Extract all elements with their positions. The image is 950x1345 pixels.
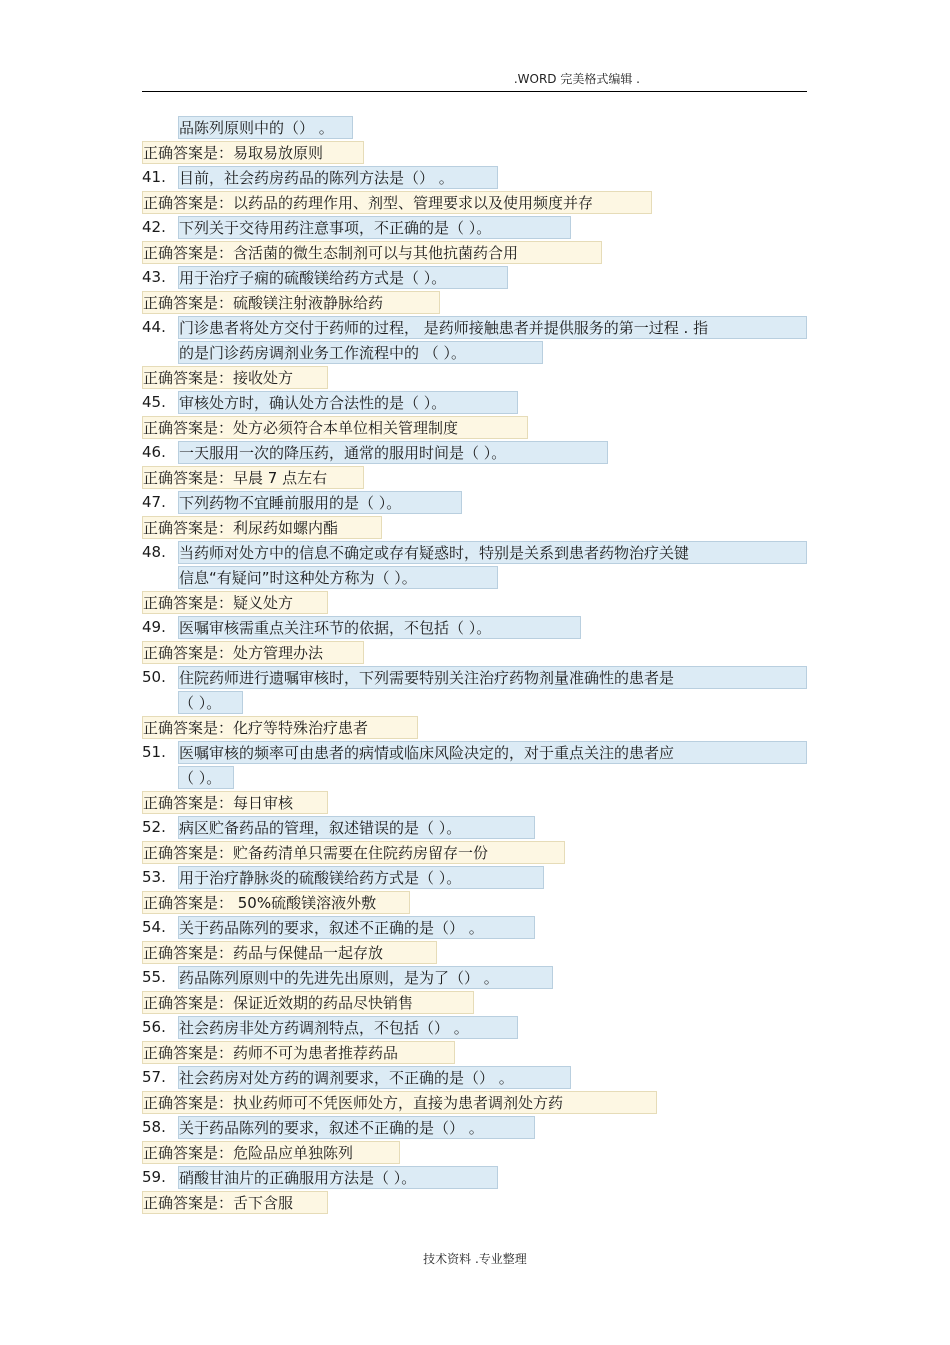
question-line [142,565,807,590]
question-line [142,315,807,340]
answer-line [142,465,807,490]
question-text: 病区贮备药品的管理，叙述错误的是（ ）。 [178,816,535,839]
question-line [142,865,807,890]
answer-line [142,940,807,965]
question-text: 社会药房非处方药调剂特点，不包括（） 。 [178,1016,518,1039]
question-number: 42. [142,218,166,236]
answer-text: 正确答案是：药师不可为患者推荐药品 [142,1041,455,1064]
question-number: 47. [142,493,166,511]
answer-text: 正确答案是：药品与保健品一起存放 [142,941,437,964]
question-text: 硝酸甘油片的正确服用方法是（ ）。 [178,1166,498,1189]
question-line [142,615,807,640]
question-text: 下列关于交待用药注意事项，不正确的是（ ）。 [178,216,571,239]
question-number: 51. [142,743,166,761]
question-number: 54. [142,918,166,936]
answer-line [142,365,807,390]
question-line [142,915,807,940]
answer-text: 正确答案是：含活菌的微生态制剂可以与其他抗菌药合用 [142,241,602,264]
answer-text: 正确答案是：危险品应单独陈列 [142,1141,400,1164]
answer-text: 正确答案是：利尿药如螺内酯 [142,516,382,539]
answer-text: 正确答案是：化疗等特殊治疗患者 [142,716,418,739]
answer-text: 正确答案是：执业药师可不凭医师处方，直接为患者调剂处方药 [142,1091,657,1114]
question-line [142,815,807,840]
answer-line [142,840,807,865]
answer-line [142,640,807,665]
question-number: 45. [142,393,166,411]
answer-text: 正确答案是：以药品的药理作用、剂型、管理要求以及使用频度并存 [142,191,652,214]
question-text: 关于药品陈列的要求，叙述不正确的是（） 。 [178,916,535,939]
question-text: 当药师对处方中的信息不确定或存有疑惑时，特别是关系到患者药物治疗关键 [178,541,807,564]
question-number: 49. [142,618,166,636]
answer-text: 正确答案是：疑义处方 [142,591,328,614]
question-number: 58. [142,1118,166,1136]
question-line [142,540,807,565]
question-line [142,1015,807,1040]
answer-line [142,890,807,915]
question-number: 44. [142,318,166,336]
question-line [142,215,807,240]
question-number: 48. [142,543,166,561]
question-text: 的是门诊药房调剂业务工作流程中的 （ ）。 [178,341,543,364]
header-rule [142,91,807,92]
answer-line [142,1140,807,1165]
question-line [142,965,807,990]
question-text: 住院药师进行遗嘱审核时，下列需要特别关注治疗药物剂量准确性的患者是 [178,666,807,689]
question-text: 关于药品陈列的要求，叙述不正确的是（） 。 [178,1116,535,1139]
answer-line [142,715,807,740]
question-text: 药品陈列原则中的先进先出原则，是为了（） 。 [178,966,553,989]
answer-text: 正确答案是：硫酸镁注射液静脉给药 [142,291,440,314]
answer-line [142,790,807,815]
question-line [142,115,807,140]
question-line [142,765,807,790]
answer-line [142,415,807,440]
question-number: 46. [142,443,166,461]
question-line [142,340,807,365]
answer-line [142,140,807,165]
question-text: 用于治疗子痫的硫酸镁给药方式是（ ）。 [178,266,508,289]
answer-line [142,1090,807,1115]
answer-line [142,240,807,265]
question-text: （ ）。 [178,766,234,789]
question-line [142,1065,807,1090]
question-text: 一天服用一次的降压药，通常的服用时间是（ ）。 [178,441,608,464]
answer-line [142,1190,807,1215]
question-number: 50. [142,668,166,686]
question-text: 门诊患者将处方交付于药师的过程， 是药师接触患者并提供服务的第一过程 . 指 [178,316,807,339]
question-number: 41. [142,168,166,186]
answer-text: 正确答案是：每日审核 [142,791,328,814]
question-line [142,665,807,690]
question-text: 下列药物不宜睡前服用的是（ ）。 [178,491,462,514]
question-text: 医嘱审核需重点关注环节的依据，不包括（ ）。 [178,616,581,639]
question-list [142,115,807,1215]
question-line [142,440,807,465]
question-text: 用于治疗静脉炎的硫酸镁给药方式是（ ）。 [178,866,544,889]
question-number: 55. [142,968,166,986]
question-line [142,1165,807,1190]
question-line [142,740,807,765]
question-number: 52. [142,818,166,836]
answer-text: 正确答案是：舌下含服 [142,1191,328,1214]
page-header: .WORD 完美格式编辑 . [513,72,640,86]
answer-line [142,1040,807,1065]
question-number: 56. [142,1018,166,1036]
question-line [142,490,807,515]
answer-text: 正确答案是：保证近效期的药品尽快销售 [142,991,474,1014]
question-line [142,265,807,290]
answer-line [142,990,807,1015]
answer-text: 正确答案是： 50%硫酸镁溶液外敷 [142,891,410,914]
answer-line [142,515,807,540]
answer-text: 正确答案是：贮备药清单只需要在住院药房留存一份 [142,841,565,864]
question-text: 信息“有疑问”时这种处方称为（ ）。 [178,566,498,589]
answer-text: 正确答案是：早晨 7 点左右 [142,466,364,489]
question-text: 审核处方时，确认处方合法性的是（ ）。 [178,391,518,414]
question-text: 社会药房对处方药的调剂要求，不正确的是（） 。 [178,1066,571,1089]
question-text: （ ）。 [178,691,243,714]
question-text: 品陈列原则中的（） 。 [178,116,353,139]
answer-line [142,290,807,315]
answer-text: 正确答案是：易取易放原则 [142,141,364,164]
question-text: 目前，社会药房药品的陈列方法是（） 。 [178,166,498,189]
answer-text: 正确答案是：接收处方 [142,366,328,389]
question-text: 医嘱审核的频率可由患者的病情或临床风险决定的，对于重点关注的患者应 [178,741,807,764]
question-number: 59. [142,1168,166,1186]
question-number: 53. [142,868,166,886]
question-line [142,1115,807,1140]
question-line [142,165,807,190]
answer-line [142,190,807,215]
answer-text: 正确答案是：处方必须符合本单位相关管理制度 [142,416,528,439]
answer-text: 正确答案是：处方管理办法 [142,641,364,664]
page-footer: 技术资料 .专业整理 [423,1252,527,1266]
answer-line [142,590,807,615]
question-line [142,690,807,715]
question-number: 43. [142,268,166,286]
question-line [142,390,807,415]
question-number: 57. [142,1068,166,1086]
